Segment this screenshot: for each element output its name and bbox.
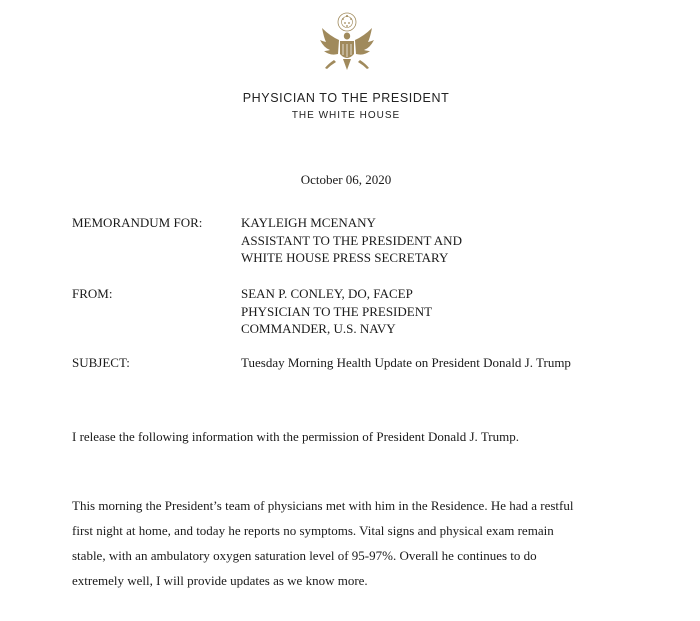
memo-for-line: WHITE HOUSE PRESS SECRETARY: [241, 250, 449, 265]
memo-subject-label: SUBJECT:: [72, 355, 130, 370]
memo-for-line: KAYLEIGH MCENANY: [241, 215, 376, 230]
memo-for-label: MEMORANDUM FOR:: [72, 215, 203, 230]
letterhead-title: PHYSICIAN TO THE PRESIDENT: [242, 91, 450, 105]
memo-date: October 06, 2020: [300, 172, 392, 187]
memo-for-value: [241, 214, 462, 267]
memo-from-label: FROM:: [72, 286, 113, 301]
presidential-seal-icon: [316, 10, 378, 78]
body-intro: I release the following information with the permission of President Donald J. Trump.: [72, 429, 519, 444]
memo-from-line: SEAN P. CONLEY, DO, FACEP: [241, 286, 413, 301]
letterhead-subtitle: THE WHITE HOUSE: [291, 110, 401, 121]
body-paragraph-line: stable, with an ambulatory oxygen saturation level of 95-97%. Overall he continues to do: [72, 548, 537, 563]
body-paragraph-line: first night at home, and today he reports no symptoms. Vital signs and physical exam remain: [72, 523, 554, 538]
memo-subject-value: Tuesday Morning Health Update on President Donald J. Trump: [241, 355, 571, 370]
body-paragraph-line: This morning the President’s team of physicians met with him in the Residence. He had a restful: [72, 498, 574, 513]
body-paragraph: [72, 493, 642, 593]
memo-from-value: [241, 285, 432, 338]
body-paragraph-line: extremely well, I will provide updates as we know more.: [72, 573, 368, 588]
memo-from-line: COMMANDER, U.S. NAVY: [241, 321, 396, 336]
memo-from-line: PHYSICIAN TO THE PRESIDENT: [241, 303, 433, 319]
memo-for-line: ASSISTANT TO THE PRESIDENT AND: [241, 232, 462, 248]
